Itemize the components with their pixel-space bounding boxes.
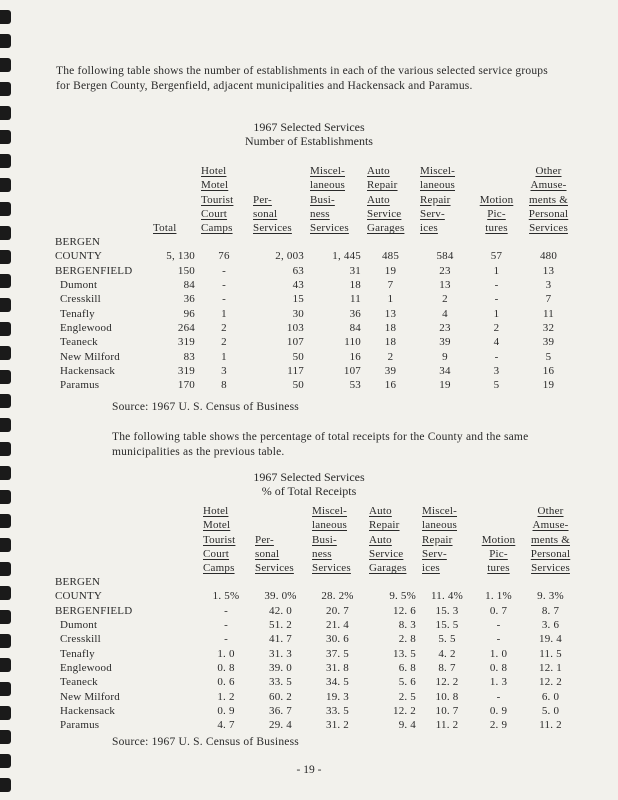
table-cell: 2 — [221, 336, 227, 349]
table-cell: 50 — [292, 379, 304, 392]
table-cell: 20. 7 — [326, 604, 349, 617]
table-cell: 6. 0 — [541, 690, 560, 703]
row-label: Dumont — [60, 619, 98, 632]
table-cell: 8 — [221, 379, 227, 392]
table-cell: 63 — [292, 264, 304, 277]
table-cell: 319 — [177, 336, 195, 349]
table-cell: 13 — [439, 279, 451, 292]
row-label: BERGEN — [55, 576, 101, 589]
table-row — [52, 307, 577, 321]
table-cell: 319 — [177, 364, 195, 377]
row-label: Paramus — [60, 719, 100, 732]
table-cell: 11. 5 — [539, 647, 562, 660]
row-label: COUNTY — [55, 590, 103, 603]
intro-paragraph-2: The following table shows the percentage of total receipts for the County and the same municipalities as the previous table. — [112, 431, 529, 458]
table-cell: 1. 5% — [212, 590, 240, 603]
binding-ring — [0, 202, 11, 216]
header-cell: Hotel Motel Tourist Court Camps — [201, 165, 234, 235]
table-cell: 19 — [384, 264, 397, 277]
row-label: Teaneck — [60, 336, 98, 349]
table-cell: 19 — [439, 379, 451, 392]
row-label: New Milford — [60, 690, 120, 703]
table-cell: 150 — [177, 264, 195, 277]
table-cell: 7 — [387, 279, 394, 292]
table-cell: 41. 7 — [269, 633, 292, 646]
table-cell: 480 — [539, 250, 558, 263]
table-cell: 1 — [221, 350, 227, 363]
table-cell: 39 — [439, 336, 451, 349]
table-cell: 39 — [542, 336, 555, 349]
table-cell: 57 — [490, 250, 503, 263]
table-cell — [200, 575, 252, 589]
binding-ring — [0, 778, 11, 792]
table-cell: 0. 9 — [489, 704, 508, 717]
table-cell: 1. 2 — [217, 690, 235, 703]
table-cell: 21. 4 — [326, 619, 349, 632]
binding-ring — [0, 682, 11, 696]
binding-ring — [0, 58, 11, 72]
table-cell: 53 — [349, 379, 361, 392]
header-cell: Miscel- laneous Repair Serv- ices — [422, 505, 458, 575]
table2-title-line1: 1967 Selected Services — [253, 470, 365, 484]
table-cell: 96 — [183, 307, 195, 320]
table-cell: 37. 5 — [326, 647, 349, 660]
table-cell — [198, 235, 250, 249]
table-row — [52, 235, 577, 249]
header-cell: Motion Pic- tures — [479, 193, 514, 235]
table-cell: 0. 8 — [217, 661, 235, 674]
row-label: Tenafly — [60, 307, 95, 320]
table-cell: 5 — [545, 350, 552, 363]
table-row — [52, 604, 579, 618]
header-cell: Total — [153, 222, 177, 235]
table-cell — [307, 235, 364, 249]
table-cell: 84 — [183, 279, 195, 292]
table-row — [52, 278, 577, 292]
table-cell: 15 — [292, 293, 304, 306]
binding-ring — [0, 274, 11, 288]
table-cell: 7 — [545, 293, 552, 306]
table-row — [52, 661, 579, 675]
table-cell: 13 — [542, 264, 555, 277]
row-label: BERGENFIELD — [55, 264, 133, 277]
table-cell: 23 — [439, 321, 451, 334]
header-cell: Other Amuse- ments & Personal Services — [528, 165, 569, 235]
table-cell: 2. 5 — [398, 690, 416, 703]
header-cell: Miscel- laneous Busi- ness Services — [310, 165, 349, 235]
table-cell: 2 — [387, 350, 394, 363]
binding-ring — [0, 178, 11, 192]
header-cell: Motion Pic- tures — [481, 533, 516, 575]
table-cell — [473, 235, 520, 249]
table-cell: 11. 2 — [539, 719, 562, 732]
table-cell: 4. 2 — [438, 647, 456, 660]
table-cell: 5. 0 — [541, 704, 560, 717]
table-cell: 15. 3 — [435, 604, 459, 617]
binding-ring — [0, 586, 11, 600]
table-cell: - — [224, 604, 228, 617]
row-label: Hackensack — [60, 704, 116, 717]
binding-ring — [0, 346, 11, 360]
table-cell: - — [222, 279, 226, 292]
table-cell — [252, 575, 309, 589]
table2-source: Source: 1967 U. S. Census of Business — [112, 736, 299, 748]
table-cell: 16 — [542, 364, 555, 377]
table-cell: 485 — [381, 250, 400, 263]
table-cell: 1 — [493, 307, 500, 320]
header-cell: Hotel Motel Tourist Court Camps — [203, 505, 236, 575]
table-cell: 42. 0 — [269, 604, 292, 617]
header-cell: Miscel- laneous Busi- ness Services — [312, 505, 351, 575]
table-cell: - — [222, 264, 226, 277]
table-header-row — [52, 504, 579, 575]
table-cell: 19. 3 — [326, 690, 349, 703]
table-cell: 12. 1 — [539, 661, 562, 674]
header-cell: Other Amuse- ments & Personal Services — [530, 505, 571, 575]
table-cell: 3. 6 — [541, 619, 560, 632]
table-cell: 10. 7 — [435, 704, 459, 717]
table-cell: 84 — [349, 321, 361, 334]
page-number: - 19 - — [296, 764, 322, 776]
binding-ring — [0, 634, 11, 648]
binding-ring — [0, 442, 11, 456]
table-cell: 1. 1% — [485, 590, 512, 603]
table-row — [52, 618, 579, 632]
table-cell — [364, 235, 417, 249]
table-cell: 36 — [183, 293, 195, 306]
table-cell — [520, 235, 577, 249]
table-cell: - — [496, 619, 501, 632]
table-cell: 107 — [343, 364, 361, 377]
row-label: BERGEN — [55, 236, 101, 249]
binding-ring — [0, 658, 11, 672]
table-row — [52, 633, 579, 647]
table-cell: 23 — [439, 264, 451, 277]
binding-ring — [0, 226, 11, 240]
table-row — [52, 250, 577, 264]
table-cell: 2 — [221, 321, 227, 334]
table-cell: 1. 0 — [217, 647, 235, 660]
table-cell: 2 — [442, 293, 448, 306]
receipts-table — [52, 504, 579, 733]
table-row — [52, 321, 577, 335]
table-row — [52, 690, 579, 704]
table-cell: 2. 8 — [398, 633, 416, 646]
row-label: BERGENFIELD — [55, 604, 133, 617]
table-cell: 33. 5 — [269, 676, 292, 689]
binding-ring — [0, 82, 11, 96]
binding-ring — [0, 538, 11, 552]
binding-ring — [0, 610, 11, 624]
table-cell: 5. 6 — [398, 676, 416, 689]
table-row — [52, 350, 577, 364]
table-cell — [417, 235, 473, 249]
table-cell: 30 — [292, 307, 304, 320]
table-cell: 30. 6 — [326, 633, 349, 646]
table-cell: 15. 5 — [435, 619, 459, 632]
table-cell: 6. 8 — [398, 661, 416, 674]
table-row — [52, 575, 579, 589]
table-cell: 107 — [286, 336, 304, 349]
table-cell: 12. 2 — [435, 676, 459, 689]
row-label: Cresskill — [60, 293, 101, 306]
table2-title — [0, 470, 618, 498]
table1-title-line1: 1967 Selected Services — [253, 120, 365, 134]
header-cell: Per- sonal Services — [255, 533, 294, 575]
table2-title-line2: % of Total Receipts — [261, 484, 357, 498]
table-cell — [309, 575, 366, 589]
table-cell: 11 — [543, 307, 554, 320]
table-cell: 4 — [493, 336, 500, 349]
table-cell: 9 — [442, 350, 448, 363]
table-cell: 34. 5 — [326, 676, 349, 689]
table-cell: 8. 7 — [541, 604, 560, 617]
table-cell: 18 — [384, 321, 397, 334]
table-cell: - — [494, 350, 499, 363]
table-cell: 110 — [344, 336, 361, 349]
table-cell: 39. 0 — [269, 661, 292, 674]
table-cell: 4 — [442, 307, 448, 320]
table-cell: 12. 6 — [393, 604, 416, 617]
binding-ring — [0, 154, 11, 168]
table-cell: - — [224, 633, 228, 646]
table-cell: 4. 7 — [217, 719, 235, 732]
row-label: Cresskill — [60, 633, 101, 646]
table-cell: 31. 2 — [326, 719, 349, 732]
table-cell: 51. 2 — [269, 619, 292, 632]
table-row — [52, 264, 577, 278]
row-label: Tenafly — [60, 647, 95, 660]
table-cell: 117 — [287, 364, 304, 377]
table-cell: 1 — [387, 293, 394, 306]
table-cell: 1, 445 — [332, 250, 361, 263]
header-cell: Miscel- laneous Repair Serv- ices — [420, 165, 456, 235]
table-cell: 29. 4 — [269, 719, 292, 732]
table-cell: 36 — [349, 307, 361, 320]
table-cell: 39. 0% — [264, 590, 297, 603]
table-cell: 28. 2% — [321, 590, 354, 603]
table-cell: 1 — [493, 264, 500, 277]
row-label: Dumont — [60, 279, 98, 292]
table-row — [52, 590, 579, 604]
table-cell: 43 — [292, 279, 304, 292]
header-municipality — [52, 504, 200, 575]
table-cell: 584 — [436, 250, 454, 263]
row-label: Teaneck — [60, 676, 98, 689]
row-label: Hackensack — [60, 364, 116, 377]
table-cell: 170 — [177, 379, 195, 392]
table-cell: 0. 7 — [489, 604, 508, 617]
table1-title — [0, 120, 618, 148]
table-row — [52, 378, 577, 392]
row-label: Englewood — [60, 661, 112, 674]
table-cell: 32 — [542, 321, 555, 334]
row-label: Paramus — [60, 379, 100, 392]
table-cell: 103 — [286, 321, 304, 334]
binding-ring — [0, 394, 11, 408]
table-cell: 0. 9 — [217, 704, 235, 717]
table-cell: 11. 2 — [435, 719, 459, 732]
table-row — [52, 676, 579, 690]
binding-ring — [0, 250, 11, 264]
table-cell: 5. 5 — [438, 633, 456, 646]
table-cell: 18 — [349, 279, 361, 292]
table-cell: - — [222, 293, 226, 306]
table-cell: 34 — [439, 364, 451, 377]
table-cell: 0. 8 — [489, 661, 508, 674]
table-row — [52, 364, 577, 378]
table-cell — [419, 575, 475, 589]
binding-ring — [0, 10, 11, 24]
table-cell: 11. 4% — [431, 590, 463, 603]
table-cell: 33. 5 — [326, 704, 349, 717]
table-cell: 19 — [542, 379, 555, 392]
row-label: COUNTY — [55, 250, 103, 263]
table-cell: 9. 5% — [389, 590, 416, 603]
table-cell: 1. 0 — [489, 647, 508, 660]
table-cell: 3 — [545, 279, 552, 292]
table-cell: 1 — [221, 307, 227, 320]
table-cell: 36. 7 — [269, 704, 292, 717]
binding-ring — [0, 514, 11, 528]
table-cell: 76 — [218, 250, 230, 263]
table-cell: 19. 4 — [539, 633, 562, 646]
table-cell: - — [224, 619, 228, 632]
table-cell: 13. 5 — [393, 647, 416, 660]
table-cell: 2 — [493, 321, 500, 334]
table-cell: 60. 2 — [269, 690, 292, 703]
binding-ring — [0, 562, 11, 576]
table-cell: 9. 4 — [398, 719, 416, 732]
table-cell: 3 — [493, 364, 500, 377]
table-cell: 1. 3 — [489, 676, 508, 689]
table-cell: 5, 130 — [166, 250, 195, 263]
table-cell: 31 — [349, 264, 361, 277]
binding-ring — [0, 418, 11, 432]
header-cell: Auto Repair Auto Service Garages — [367, 165, 405, 235]
table-cell: 8. 7 — [438, 661, 456, 674]
table-cell: 16 — [384, 379, 397, 392]
intro-paragraph-1: The following table shows the number of establishments in each of the various selected service groups for Bergen County, Bergenfield, adjacent municipalities and Hackensack and Paramus. — [56, 65, 548, 92]
table-cell: 31. 8 — [326, 661, 349, 674]
header-municipality — [52, 164, 150, 235]
table-cell — [150, 235, 198, 249]
table-row — [52, 704, 579, 718]
binding-ring — [0, 730, 11, 744]
binding-ring — [0, 322, 11, 336]
table-cell: 13 — [384, 307, 397, 320]
table-cell: 39 — [384, 364, 397, 377]
establishments-table — [52, 164, 577, 393]
table-cell: 5 — [493, 379, 500, 392]
table-cell — [522, 575, 579, 589]
table-cell: - — [494, 279, 499, 292]
row-label: Englewood — [60, 321, 112, 334]
binding-ring — [0, 370, 11, 384]
table-cell: 10. 8 — [435, 690, 459, 703]
table-cell: 50 — [292, 350, 304, 363]
table-row — [52, 647, 579, 661]
table-row — [52, 293, 577, 307]
table1-source: Source: 1967 U. S. Census of Business — [112, 401, 299, 413]
table-cell: 31. 3 — [269, 647, 292, 660]
header-cell: Per- sonal Services — [253, 193, 292, 235]
table-cell: 83 — [183, 350, 195, 363]
table-row — [52, 336, 577, 350]
table-cell: 11 — [350, 293, 361, 306]
row-label: New Milford — [60, 350, 120, 363]
table-cell: 3 — [221, 364, 227, 377]
table-cell — [366, 575, 419, 589]
table1-title-line2: Number of Establishments — [245, 134, 373, 148]
binding-ring — [0, 706, 11, 720]
table-cell: 9. 3% — [537, 590, 564, 603]
table-cell: 18 — [384, 336, 397, 349]
table-cell: - — [494, 293, 499, 306]
table-cell: - — [496, 633, 501, 646]
table-cell — [250, 235, 307, 249]
table-cell: 8. 3 — [398, 619, 416, 632]
binding-ring — [0, 34, 11, 48]
table-header-row — [52, 164, 577, 235]
table-cell: - — [496, 690, 501, 703]
table-cell: 12. 2 — [539, 676, 562, 689]
table-cell: 12. 2 — [393, 704, 416, 717]
table-cell — [475, 575, 522, 589]
table-cell: 16 — [349, 350, 361, 363]
binding-ring — [0, 298, 11, 312]
header-cell: Auto Repair Auto Service Garages — [369, 505, 407, 575]
table-cell: 2, 003 — [275, 250, 304, 263]
table-cell: 2. 9 — [489, 719, 508, 732]
table-cell: 0. 6 — [217, 676, 235, 689]
binding-ring — [0, 106, 11, 120]
table-cell: 264 — [177, 321, 195, 334]
table-row — [52, 718, 579, 732]
